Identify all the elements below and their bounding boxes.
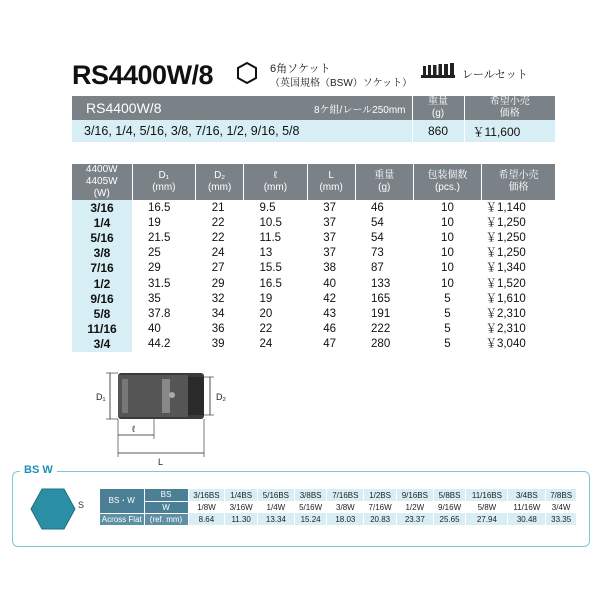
bsw-cell-w: 3/16W <box>225 501 258 513</box>
bsw-cell-bs: 11/16BS <box>466 489 508 501</box>
set-name: RS4400W/8 <box>72 96 292 120</box>
bsw-cell-bs: 7/8BS <box>546 489 576 501</box>
table-cell: ￥1,520 <box>485 277 526 290</box>
table-cell: 54 <box>371 216 384 229</box>
table-cell: 5 <box>444 307 451 320</box>
set-table <box>72 96 555 142</box>
bsw-cell-af: 33.35 <box>546 513 576 525</box>
set-weight: 860 <box>412 120 464 142</box>
table-cell: 133 <box>371 277 391 290</box>
hexagon-icon <box>30 488 76 530</box>
bsw-cell-bs: 5/8BS <box>433 489 466 501</box>
bsw-cell-w: 5/16W <box>294 501 327 513</box>
table-cell: ￥1,250 <box>485 231 526 244</box>
spec-header-0: 4400W 4405W (W) <box>72 164 132 200</box>
table-cell: 5 <box>444 338 451 351</box>
page-title: RS4400W/8 <box>72 60 214 90</box>
bsw-cell-af: 11.30 <box>225 513 258 525</box>
diagram-label-l-big: L <box>158 457 164 467</box>
size-code: 11/16 <box>72 322 132 337</box>
size-code: 3/4 <box>72 337 132 352</box>
table-cell: 25 <box>148 247 161 260</box>
set-sizes: 3/16, 1/4, 5/16, 3/8, 7/16, 1/2, 9/16, 5/8 <box>72 120 412 142</box>
table-cell: 40 <box>148 323 161 336</box>
table-cell: ￥1,250 <box>485 247 526 260</box>
bsw-cell-w: 1/4W <box>257 501 294 513</box>
spec-header-5: 重量 (g) <box>355 164 413 200</box>
spec-header-6: 包装個数 (pcs.) <box>413 164 481 200</box>
bsw-cell-w: 1/8W <box>188 501 225 513</box>
size-code: 5/8 <box>72 306 132 321</box>
size-code: 7/16 <box>72 261 132 276</box>
size-code: 5/16 <box>72 230 132 245</box>
bsw-cell-w: 1/2W <box>396 501 433 513</box>
table-row <box>72 291 555 306</box>
table-row <box>72 215 555 230</box>
bsw-af-unit: (ref. mm) <box>144 513 188 525</box>
bsw-cell-af: 27.94 <box>466 513 508 525</box>
hexagon-icon <box>236 62 258 84</box>
size-code: 3/16 <box>72 200 132 215</box>
table-cell: 10 <box>441 247 454 260</box>
table-cell: ￥1,140 <box>485 201 526 214</box>
table-cell: 13 <box>259 247 273 260</box>
table-cell: 29 <box>211 277 225 290</box>
bsw-cell-bs: 5/16BS <box>257 489 294 501</box>
table-cell: ￥1,610 <box>485 292 526 305</box>
bsw-cell-af: 25.65 <box>433 513 466 525</box>
table-cell: 37 <box>323 216 337 229</box>
table-cell: 22 <box>211 216 225 229</box>
subtitle-bsw: （英国規格（BSW）ソケット） <box>270 78 413 89</box>
table-cell: 73 <box>371 247 384 260</box>
table-cell: 19 <box>148 216 161 229</box>
bsw-s-label: S <box>78 500 85 510</box>
bsw-cell-af: 8.64 <box>188 513 225 525</box>
table-cell: 34 <box>211 307 225 320</box>
bsw-panel-label: BS W <box>20 464 57 476</box>
table-cell: 16.5 <box>148 201 171 214</box>
table-cell: 19 <box>259 292 273 305</box>
rail-set-icon <box>421 63 455 79</box>
table-cell: 43 <box>323 307 337 320</box>
table-cell: 37 <box>323 201 337 214</box>
table-cell: 31.5 <box>148 277 171 290</box>
rail-set-label: レールセット <box>462 69 528 81</box>
table-cell: 22 <box>259 323 273 336</box>
bsw-bs-label: BS <box>144 489 188 501</box>
table-cell: 11.5 <box>259 231 282 244</box>
table-cell: 36 <box>211 323 225 336</box>
table-cell: 40 <box>323 277 337 290</box>
size-code: 1/2 <box>72 276 132 291</box>
spec-header-7: 希望小売 価格 <box>481 164 555 200</box>
bsw-cell-af: 23.37 <box>396 513 433 525</box>
table-cell: 222 <box>371 323 391 336</box>
set-table-row <box>72 120 555 142</box>
table-row <box>72 200 555 215</box>
bsw-cell-af: 18.03 <box>327 513 364 525</box>
table-row <box>72 322 555 337</box>
spec-header-2: D₂ (mm) <box>196 164 244 200</box>
spec-table-header <box>72 164 555 200</box>
set-weight-header: 重量 (g) <box>412 96 464 120</box>
spec-header-4: L (mm) <box>307 164 355 200</box>
table-cell: 29 <box>148 262 161 275</box>
diagram-label-d1: D₁ <box>96 392 106 402</box>
spec-table <box>72 164 555 352</box>
table-cell: 5 <box>444 323 451 336</box>
set-table-header <box>72 96 555 120</box>
table-cell: 38 <box>323 262 337 275</box>
table-cell: 9.5 <box>259 201 276 214</box>
size-code: 3/8 <box>72 246 132 261</box>
table-cell: 46 <box>323 323 337 336</box>
bsw-row-head: BS・W <box>100 489 144 513</box>
table-cell: 42 <box>323 292 337 305</box>
bsw-cell-af: 30.48 <box>508 513 546 525</box>
table-cell: 20 <box>259 307 273 320</box>
bsw-af-label: Across Flat <box>100 513 144 525</box>
table-cell: 24 <box>211 247 225 260</box>
bsw-cell-bs: 7/16BS <box>327 489 364 501</box>
table-cell: 47 <box>323 338 337 351</box>
table-cell: 21.5 <box>148 231 171 244</box>
diagram-label-l-small: ℓ <box>132 424 135 434</box>
bsw-cell-af: 20.83 <box>364 513 397 525</box>
table-row <box>72 261 555 276</box>
table-cell: 21 <box>211 201 225 214</box>
bsw-cell-bs: 3/4BS <box>508 489 546 501</box>
spec-header-3: ℓ (mm) <box>244 164 308 200</box>
bsw-cell-w: 3/8W <box>327 501 364 513</box>
table-cell: 15.5 <box>259 262 282 275</box>
table-cell: 44.2 <box>148 338 171 351</box>
set-price-header: 希望小売 価格 <box>464 96 555 120</box>
table-cell: 10 <box>441 216 454 229</box>
size-code: 1/4 <box>72 215 132 230</box>
diagram-label-d2: D₂ <box>216 392 226 402</box>
table-cell: 191 <box>371 307 391 320</box>
bsw-row-bs <box>100 489 576 501</box>
table-cell: 10 <box>441 262 454 275</box>
table-cell: ￥1,340 <box>485 262 526 275</box>
socket-diagram <box>92 365 252 471</box>
table-cell: 39 <box>211 338 225 351</box>
table-cell: 54 <box>371 231 384 244</box>
table-cell: 27 <box>211 262 225 275</box>
table-row <box>72 337 555 352</box>
table-cell: 24 <box>259 338 273 351</box>
bsw-row-af <box>100 513 576 525</box>
set-description: 8ケ組/レール250mm <box>292 96 412 120</box>
size-code: 9/16 <box>72 291 132 306</box>
bsw-cell-bs: 1/2BS <box>364 489 397 501</box>
bsw-cell-bs: 9/16BS <box>396 489 433 501</box>
bsw-cell-w: 11/16W <box>508 501 546 513</box>
table-cell: 16.5 <box>259 277 282 290</box>
table-cell: ￥2,310 <box>485 323 526 336</box>
bsw-cell-bs: 1/4BS <box>225 489 258 501</box>
table-cell: 37.8 <box>148 307 171 320</box>
table-cell: 165 <box>371 292 391 305</box>
table-cell: 35 <box>148 292 161 305</box>
table-row <box>72 306 555 321</box>
table-cell: 280 <box>371 338 391 351</box>
table-cell: 46 <box>371 201 384 214</box>
spec-table-body <box>72 200 555 352</box>
table-cell: 5 <box>444 292 451 305</box>
bsw-cell-w: 7/16W <box>364 501 397 513</box>
table-cell: 37 <box>323 231 337 244</box>
table-cell: 10 <box>441 277 454 290</box>
spec-header-1: D₁ (mm) <box>132 164 196 200</box>
table-cell: 32 <box>211 292 225 305</box>
bsw-cell-bs: 3/8BS <box>294 489 327 501</box>
table-cell: 87 <box>371 262 384 275</box>
table-row <box>72 246 555 261</box>
table-row <box>72 230 555 245</box>
bsw-cell-af: 15.24 <box>294 513 327 525</box>
table-cell: 10.5 <box>259 216 282 229</box>
table-cell: ￥1,250 <box>485 216 526 229</box>
bsw-w-label: W <box>144 501 188 513</box>
bsw-cell-w: 3/4W <box>546 501 576 513</box>
table-cell: ￥3,040 <box>485 338 526 351</box>
table-cell: 22 <box>211 231 225 244</box>
table-row <box>72 276 555 291</box>
set-price: ￥11,600 <box>464 120 555 142</box>
table-cell: 37 <box>323 247 337 260</box>
bsw-cell-w: 5/8W <box>466 501 508 513</box>
bsw-cell-w: 9/16W <box>433 501 466 513</box>
bsw-cell-af: 13.34 <box>257 513 294 525</box>
bsw-cell-bs: 3/16BS <box>188 489 225 501</box>
table-cell: 10 <box>441 231 454 244</box>
table-cell: 10 <box>441 201 454 214</box>
table-cell: ￥2,310 <box>485 307 526 320</box>
bsw-table <box>100 489 576 525</box>
subtitle-hex-socket: 6角ソケット <box>270 63 331 75</box>
bsw-row-w <box>100 501 576 513</box>
